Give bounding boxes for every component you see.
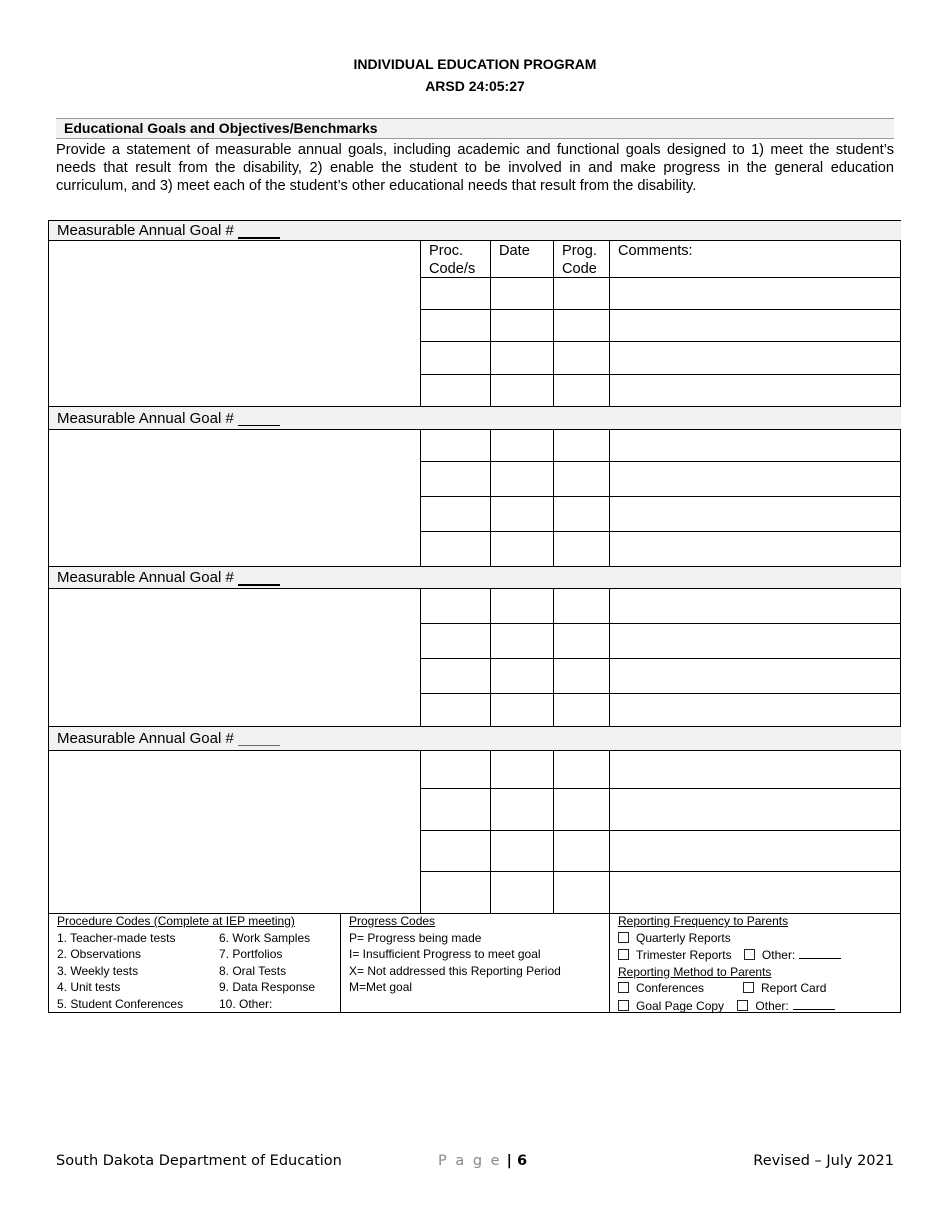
quarterly-reports-option[interactable]: Quarterly Reports <box>618 930 841 947</box>
reporting-method-title: Reporting Method to Parents <box>618 964 772 979</box>
progress-code: P= Progress being made <box>349 930 482 945</box>
goal-label-1: Measurable Annual Goal # <box>49 221 901 240</box>
goal-label-4: Measurable Annual Goal # <box>49 727 901 750</box>
document-subtitle: ARSD 24:05:27 <box>425 78 525 94</box>
col-header-proc: Proc. Code/s <box>429 243 476 277</box>
section-title: Educational Goals and Objectives/Benchmarks <box>56 118 894 139</box>
table-outer-border <box>49 221 901 1013</box>
procedure-code: 5. Student Conferences <box>57 996 184 1011</box>
footer-organization: South Dakota Department of Education <box>56 1153 342 1169</box>
goal-number-field-4[interactable] <box>238 731 280 746</box>
reporting-options <box>618 913 841 1014</box>
checkbox-icon[interactable] <box>618 949 629 960</box>
goal-number-field-1[interactable] <box>238 223 280 239</box>
frequency-other-field[interactable] <box>799 947 841 959</box>
procedure-code: 8. Oral Tests <box>219 963 287 978</box>
procedure-code: 9. Data Response <box>219 980 316 994</box>
procedure-code: 2. Observations <box>57 947 142 961</box>
checkbox-icon[interactable] <box>618 932 629 943</box>
footer-revised: Revised – July 2021 <box>753 1153 894 1169</box>
footer-page-number: P a g e | 6 <box>438 1153 528 1169</box>
checkbox-icon[interactable] <box>618 982 629 993</box>
procedure-code: 3. Weekly tests <box>57 963 139 978</box>
procedure-code: 1. Teacher-made tests <box>57 930 176 945</box>
method-other-field[interactable] <box>793 998 835 1010</box>
procedure-code: 6. Work Samples <box>219 930 311 945</box>
conferences-option[interactable]: Conferences <box>618 980 743 997</box>
col-header-date: Date <box>499 243 530 259</box>
procedure-code: 7. Portfolios <box>219 947 283 961</box>
col-header-prog: Prog. Code <box>562 243 597 277</box>
procedure-code: 4. Unit tests <box>57 980 121 994</box>
checkbox-icon[interactable] <box>737 1000 748 1011</box>
procedure-codes-title: Procedure Codes (Complete at IEP meeting) <box>57 914 295 928</box>
frequency-other-option[interactable]: Other: <box>744 948 841 962</box>
trimester-reports-option[interactable]: Trimester Reports <box>618 948 732 962</box>
goal-page-copy-option[interactable]: Goal Page Copy <box>618 999 724 1013</box>
goal-label-3: Measurable Annual Goal # <box>49 567 901 588</box>
document-title: INDIVIDUAL EDUCATION PROGRAM <box>353 56 597 72</box>
goal-label-2: Measurable Annual Goal # <box>49 407 901 429</box>
checkbox-icon[interactable] <box>744 949 755 960</box>
method-other-option[interactable]: Other: <box>737 999 834 1013</box>
report-card-option[interactable]: Report Card <box>743 980 826 997</box>
progress-code: X= Not addressed this Reporting Period <box>349 963 561 978</box>
checkbox-icon[interactable] <box>618 1000 629 1011</box>
reporting-frequency-title: Reporting Frequency to Parents <box>618 914 789 928</box>
progress-codes <box>349 913 561 996</box>
checkbox-icon[interactable] <box>743 982 754 993</box>
procedure-code: 10. Other: <box>219 996 273 1011</box>
progress-code: M=Met goal <box>349 980 413 994</box>
col-header-comments: Comments: <box>618 243 693 259</box>
progress-codes-title: Progress Codes <box>349 914 436 928</box>
section-intro: Provide a statement of measurable annual goals, including academic and functional goals designed to 1) meet the student’s needs that result from the disability, 2) enable the student to be involved in and make progress in the general education curriculum, and 3) meet each of the student’s other educational needs that result from the disability. <box>56 142 894 194</box>
procedure-codes <box>57 913 315 1012</box>
goal-number-field-3[interactable] <box>238 570 280 586</box>
progress-code: I= Insufficient Progress to meet goal <box>349 947 541 961</box>
goal-number-field-2[interactable] <box>238 411 280 426</box>
